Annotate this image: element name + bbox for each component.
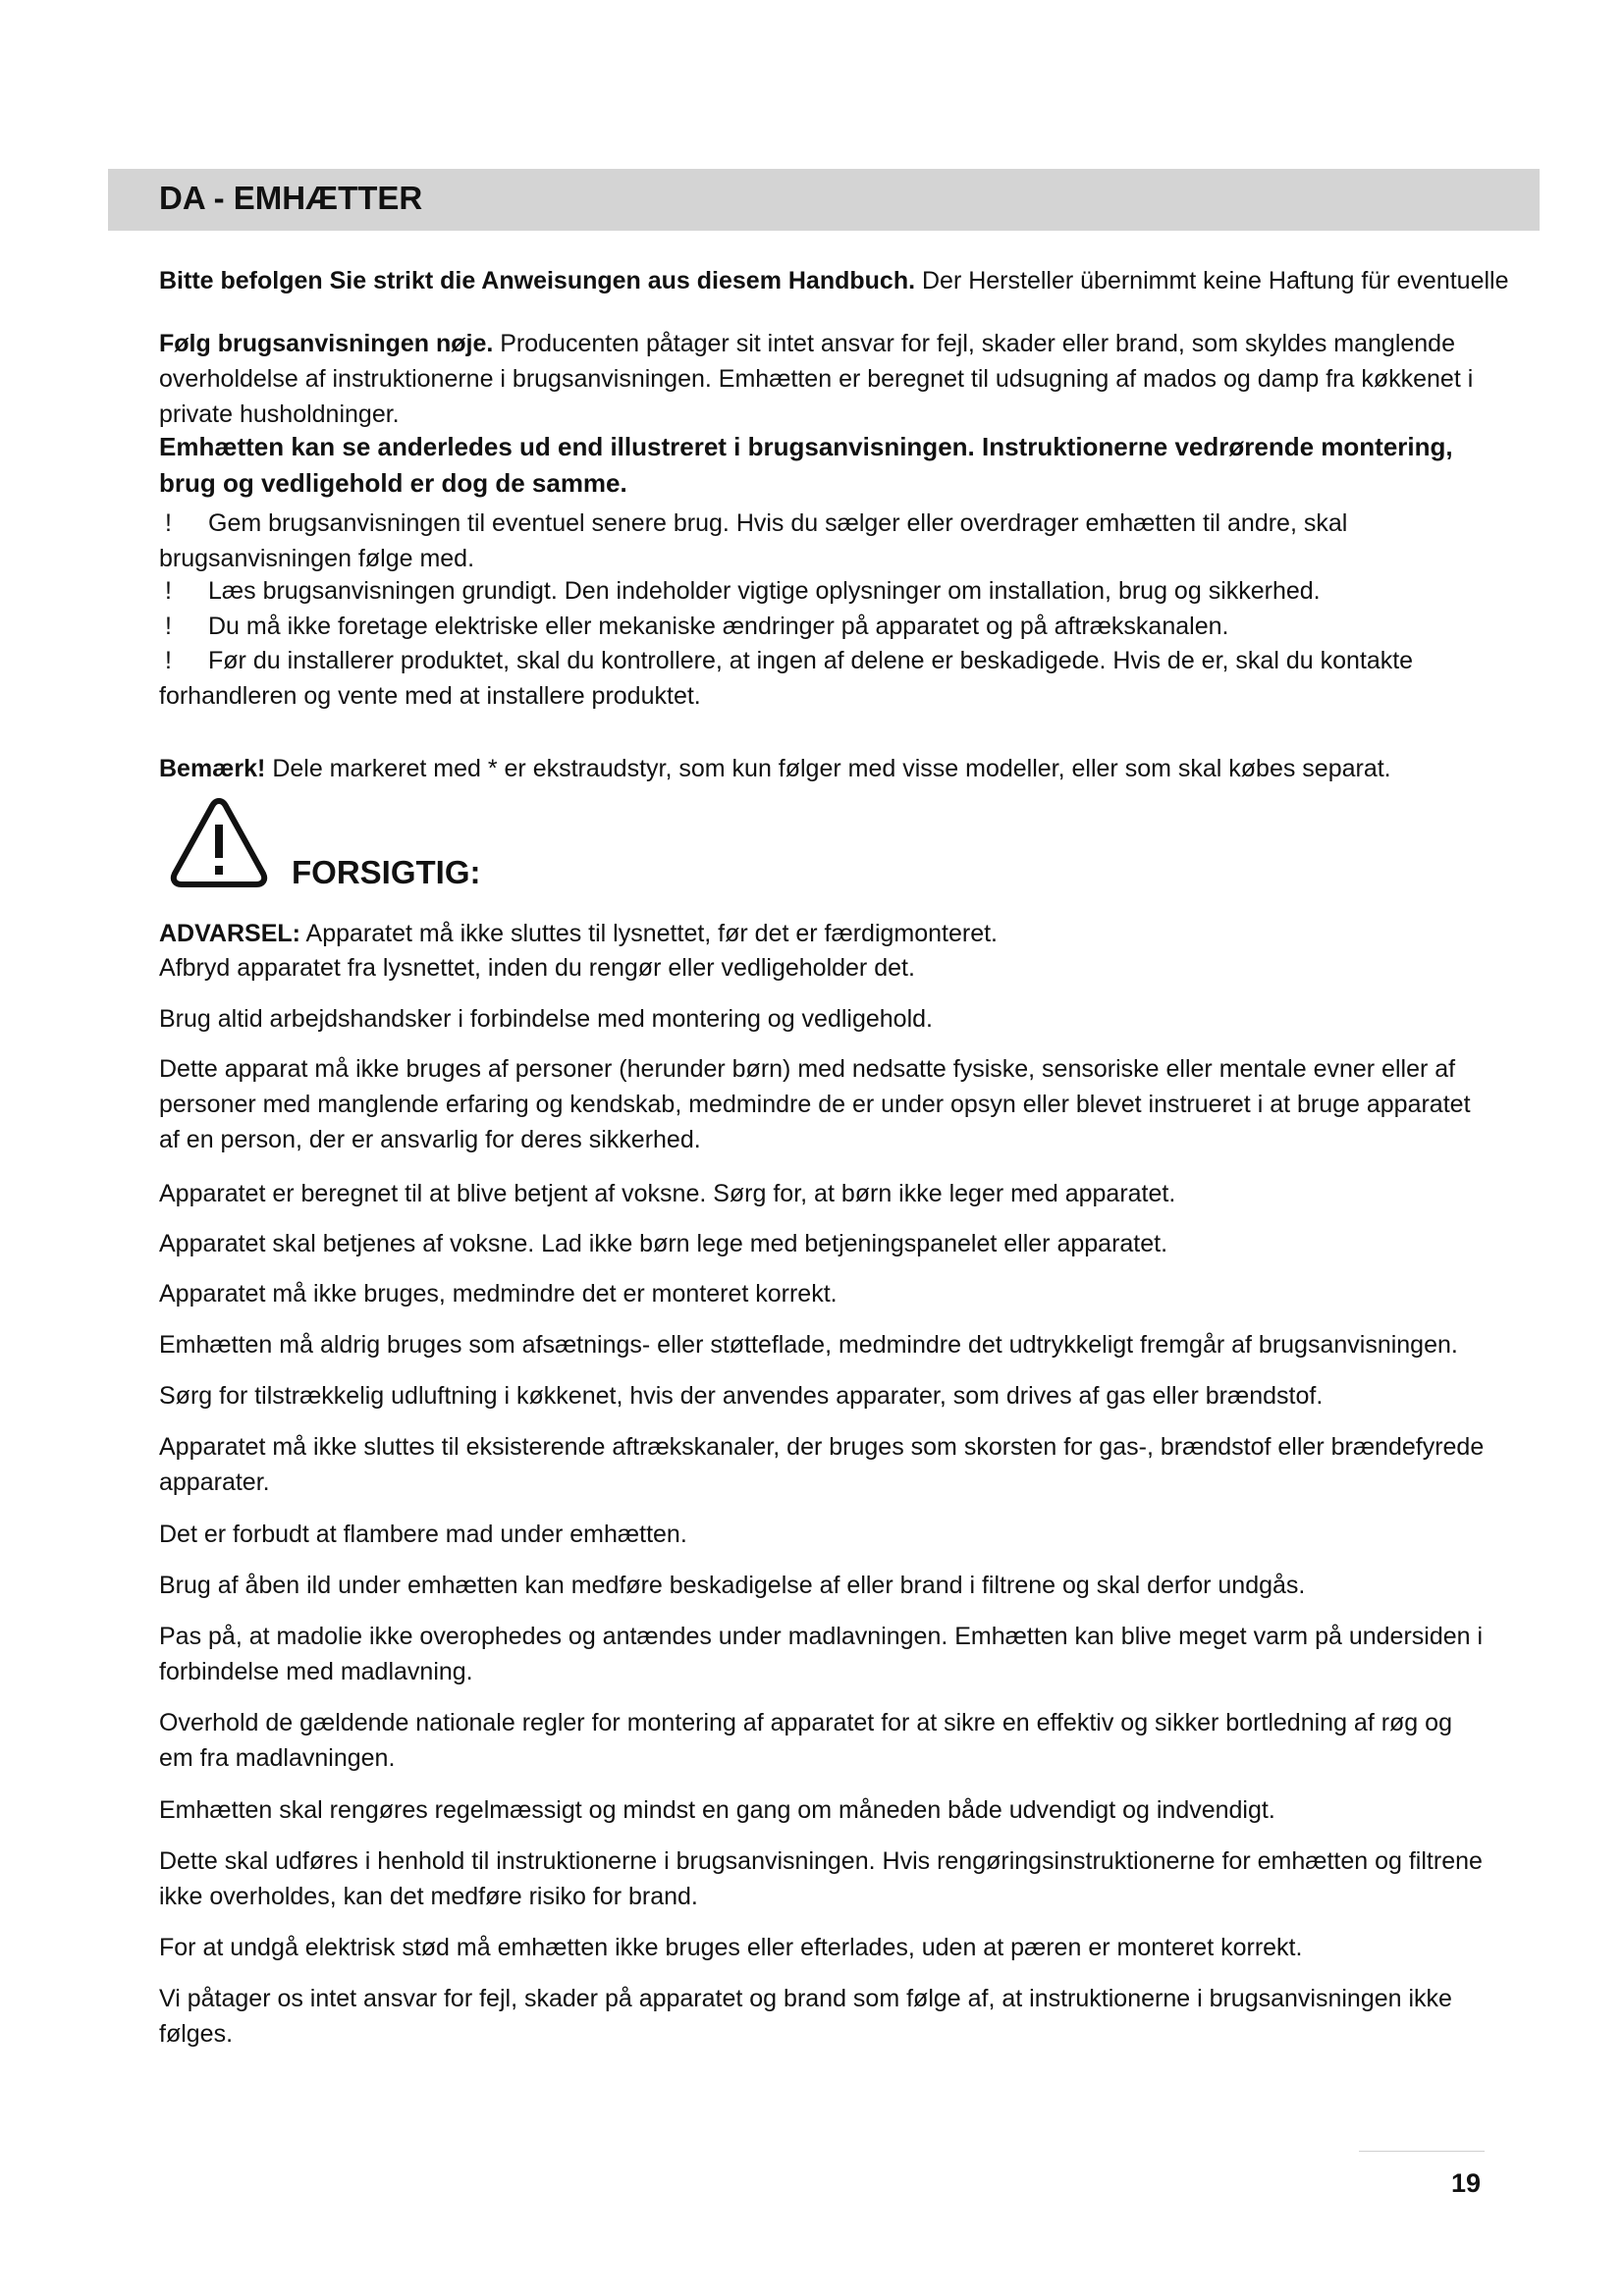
safety-paragraph: Emhætten skal rengøres regelmæssigt og mindst en gang om måneden både udvendigt og indvendigt. <box>159 1796 1275 1824</box>
exclamation-icon: ! <box>165 613 172 640</box>
safety-paragraph: Apparatet må ikke sluttes til eksisterende aftrækskanaler, der bruges som skorsten for gas-, brændstof eller brændefyrede apparater. <box>159 1433 1485 1496</box>
safety-paragraph: Det er forbudt at flambere mad under emhætten. <box>159 1521 687 1548</box>
intro-german <box>159 263 1509 298</box>
intro-danish-bold: Følg brugsanvisningen nøje. <box>159 330 494 357</box>
safety-paragraph: For at undgå elektrisk stød må emhætten ikke bruges eller efterlades, uden at pæren er monteret korrekt. <box>159 1934 1303 1961</box>
safety-paragraph: Emhætten må aldrig bruges som afsætnings- eller støtteflade, medmindre det udtrykkeligt fremgår af brugsanvisningen. <box>159 1331 1458 1359</box>
safety-paragraph: Dette skal udføres i henhold til instruktionerne i brugsanvisningen. Hvis rengøringsinstruktionerne for emhætten og filtrene ikke overholdes, kan det medføre risiko for brand. <box>159 1847 1483 1910</box>
note-paragraph <box>159 751 1485 786</box>
bullet-item <box>159 609 1485 644</box>
bullet-text: Du må ikke foretage elektriske eller mekaniske ændringer på apparatet og på aftrækskanalen. <box>208 613 1229 640</box>
intro-danish-text: Producenten påtager sit intet ansvar for fejl, skader eller brand, som skyldes manglende overholdelse af instruktionerne i brugsanvisningen. Emhætten er beregnet til udsugning af mados og damp fra køkkenet i private husholdninger. <box>159 330 1474 428</box>
page-number: 19 <box>1451 2168 1482 2198</box>
safety-paragraph: Brug altid arbejdshandsker i forbindelse med montering og vedligehold. <box>159 1005 933 1033</box>
bullet-text: Læs brugsanvisningen grundigt. Den indeholder vigtige oplysninger om installation, brug og sikkerhed. <box>208 577 1321 605</box>
warning-triangle-icon <box>169 795 269 889</box>
safety-paragraph: Sørg for tilstrækkelig udluftning i køkkenet, hvis der anvendes apparater, som drives af gas eller brændstof. <box>159 1382 1324 1410</box>
footer-divider <box>1359 2151 1485 2152</box>
bullet-item <box>159 573 1485 609</box>
intro-german-text: Der Hersteller übernimmt keine Haftung für eventuelle <box>915 267 1509 294</box>
advarsel-label: ADVARSEL: <box>159 920 300 947</box>
intro-danish <box>159 326 1485 432</box>
advarsel-text: Apparatet må ikke sluttes til lysnettet, før det er færdigmonteret. <box>299 920 999 947</box>
caution-title: FORSIGTIG: <box>292 854 481 890</box>
section-title: DA - EMHÆTTER <box>159 180 423 216</box>
safety-paragraph: Dette apparat må ikke bruges af personer (herunder børn) med nedsatte fysiske, sensoriske eller mentale evner eller af personer med manglende erfaring og kendskab, medmindre de er under opsyn eller blevet instrueret i at bruge apparatet af en person, der er ansvarlig for deres sikkerhed. <box>159 1055 1471 1153</box>
safety-paragraph: Apparatet skal betjenes af voksne. Lad ikke børn lege med betjeningspanelet eller apparatet. <box>159 1230 1168 1257</box>
bullet-text: Gem brugsanvisningen til eventuel senere brug. Hvis du sælger eller overdrager emhætten til andre, skal brugsanvisningen følge med. <box>159 509 1348 572</box>
exclamation-icon: ! <box>165 647 172 674</box>
note-label: Bemærk! <box>159 755 266 782</box>
warning-advarsel <box>159 916 1485 951</box>
intro-notice: Emhætten kan se anderledes ud end illustreret i brugsanvisningen. Instruktionerne vedrørende montering, brug og vedligehold er dog de samme. <box>159 432 1453 498</box>
intro-german-bold: Bitte befolgen Sie strikt die Anweisungen aus diesem Handbuch. <box>159 267 916 294</box>
safety-paragraph: Apparatet må ikke bruges, medmindre det er monteret korrekt. <box>159 1280 838 1308</box>
note-text: Dele markeret med * er ekstraudstyr, som kun følger med visse modeller, eller som skal købes separat. <box>265 755 1391 782</box>
safety-paragraph: Apparatet er beregnet til at blive betjent af voksne. Sørg for, at børn ikke leger med apparatet. <box>159 1180 1176 1207</box>
warning-afbryd: Afbryd apparatet fra lysnettet, inden du rengør eller vedligeholder det. <box>159 954 915 982</box>
bullet-item <box>159 506 1485 576</box>
safety-paragraph: Brug af åben ild under emhætten kan medføre beskadigelse af eller brand i filtrene og skal derfor undgås. <box>159 1572 1306 1599</box>
exclamation-icon: ! <box>165 509 172 537</box>
exclamation-icon: ! <box>165 577 172 605</box>
safety-paragraph: Vi påtager os intet ansvar for fejl, skader på apparatet og brand som følge af, at instruktionerne i brugsanvisningen ikke følges. <box>159 1985 1452 2048</box>
bullet-text: Før du installerer produktet, skal du kontrollere, at ingen af delene er beskadigede. Hvis de er, skal du kontakte forhandleren og vente med at installere produktet. <box>159 647 1414 710</box>
safety-paragraph: Overhold de gældende nationale regler for montering af apparatet for at sikre en effektiv og sikker bortledning af røg og em fra madlavningen. <box>159 1709 1452 1772</box>
safety-paragraph: Pas på, at madolie ikke overophedes og antændes under madlavningen. Emhætten kan blive meget varm på undersiden i forbindelse med madlavning. <box>159 1623 1484 1685</box>
bullet-item <box>159 643 1485 714</box>
